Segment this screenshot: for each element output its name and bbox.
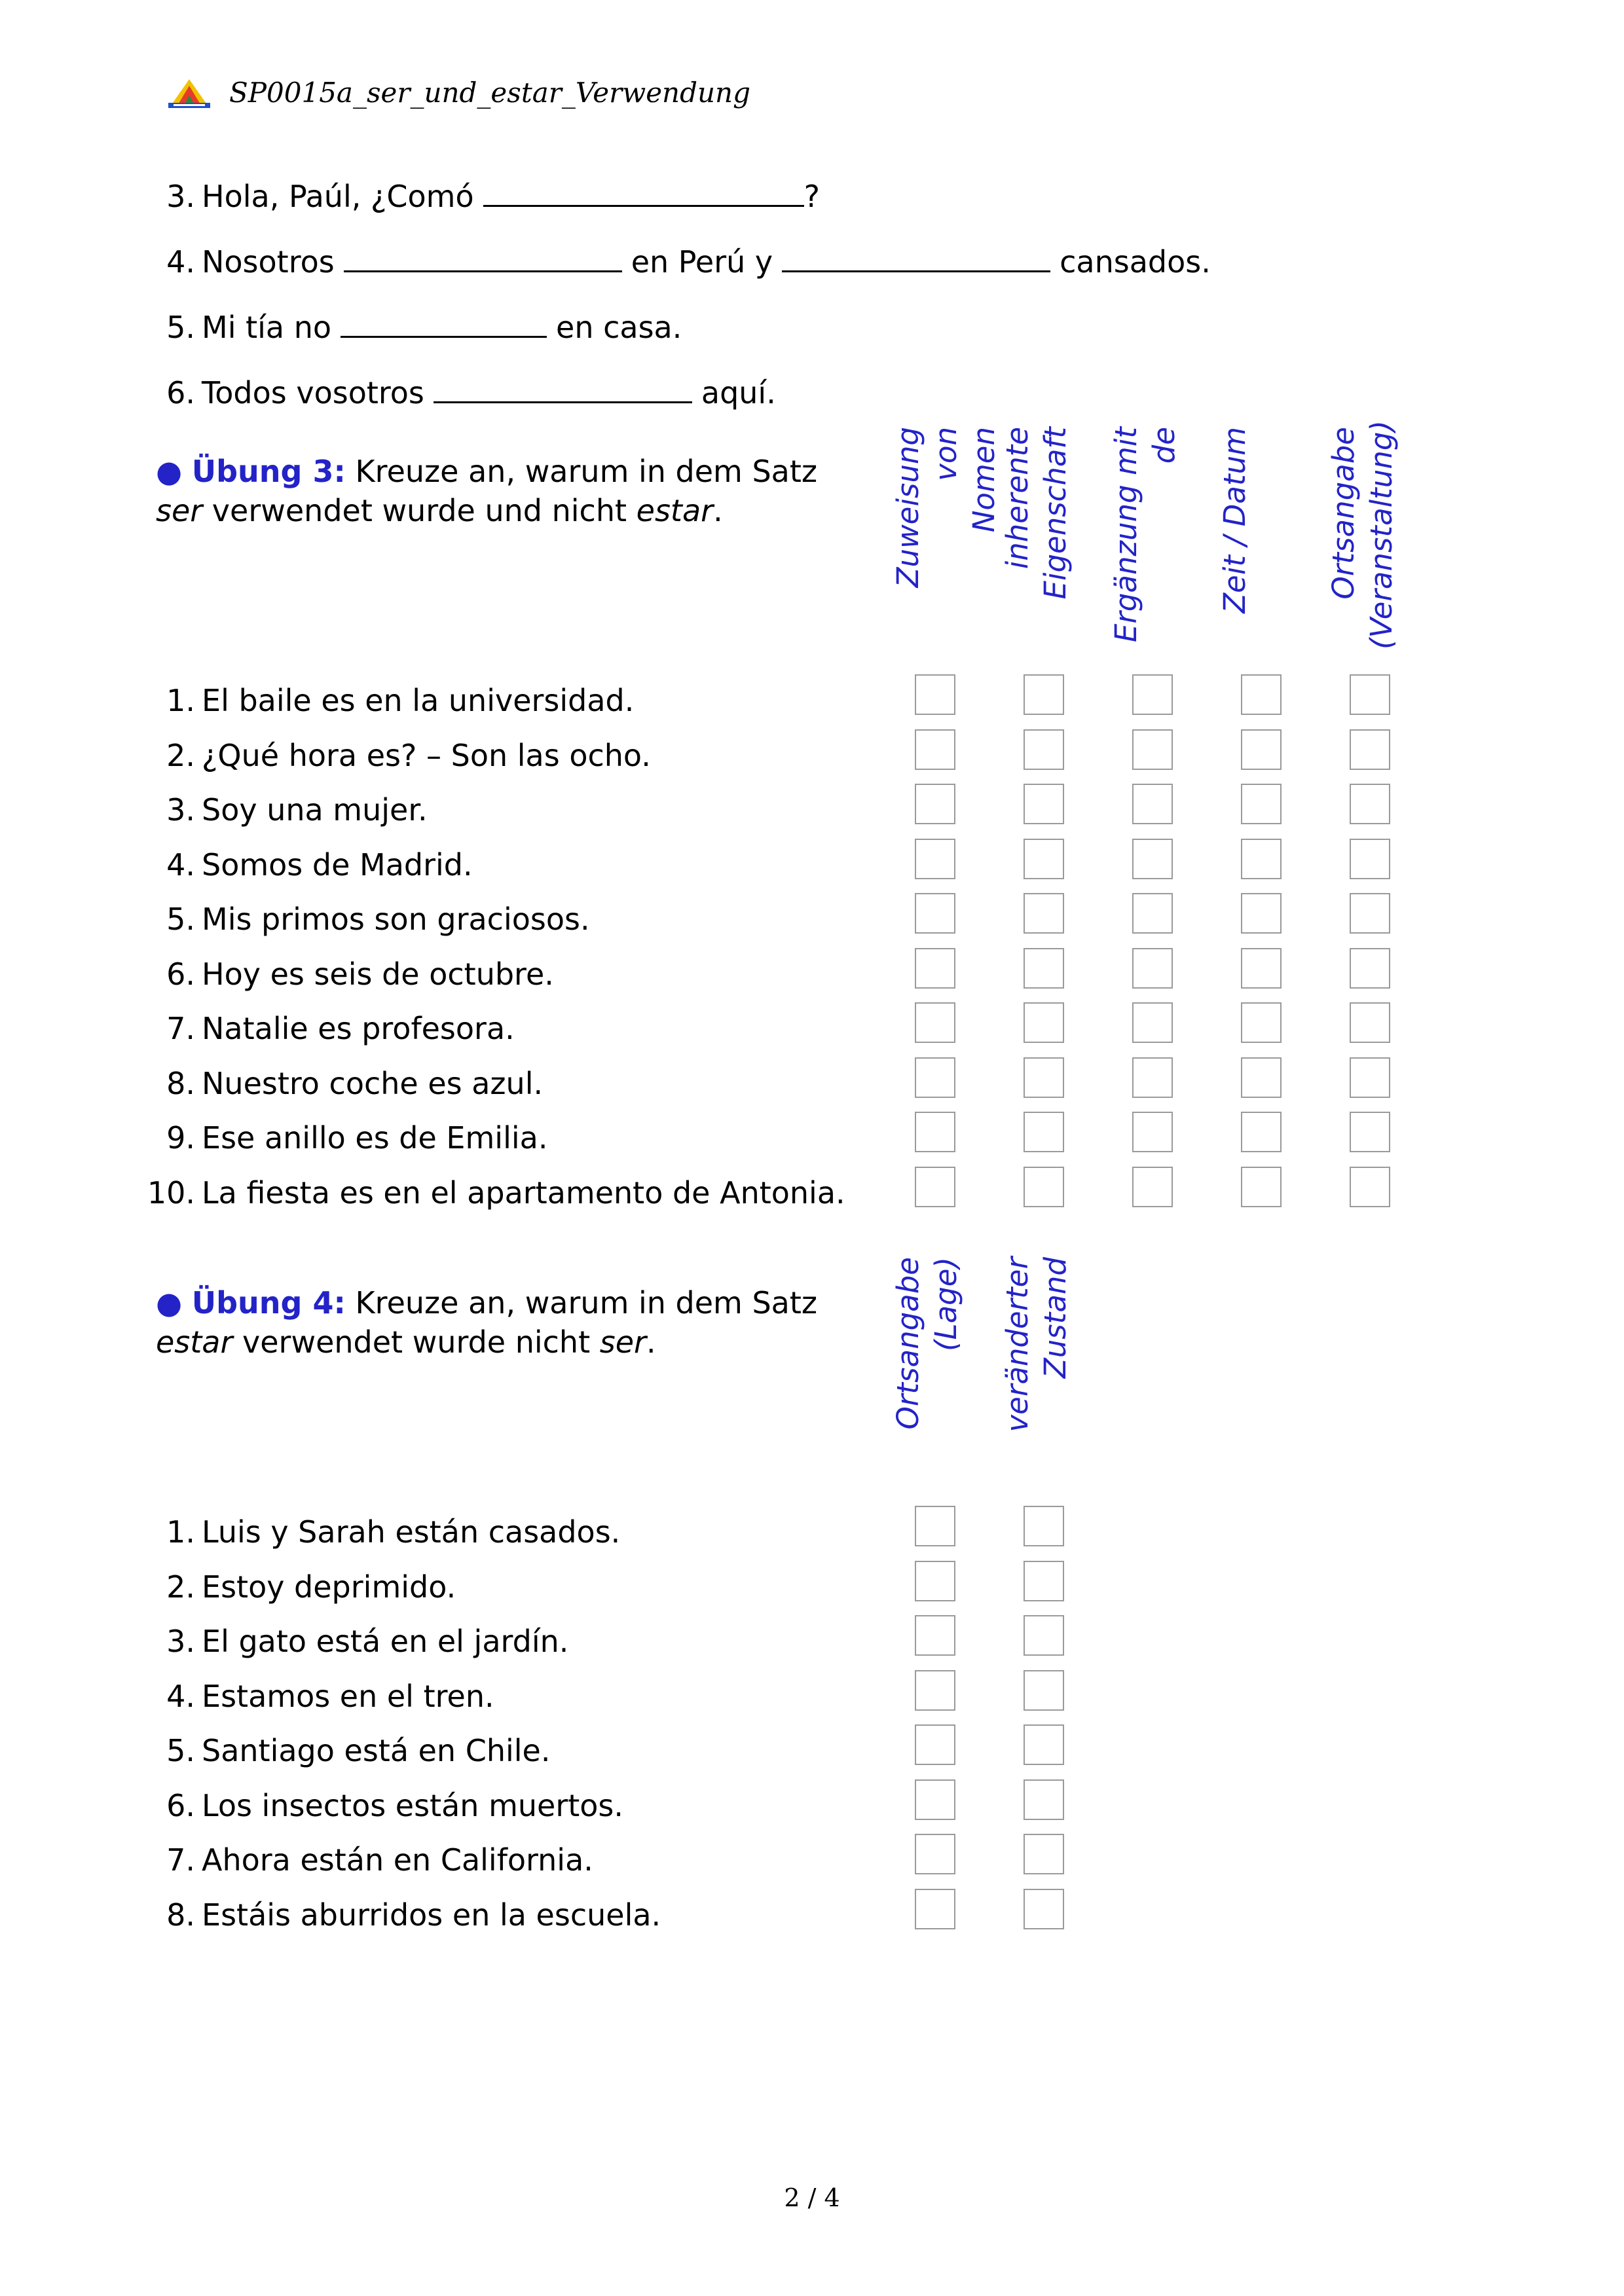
column-header-zeit [1216, 427, 1321, 649]
exercise-item [0, 1509, 917, 1555]
checkbox[interactable] [1350, 1057, 1390, 1098]
item-number: 5. [166, 902, 195, 937]
checkbox[interactable] [915, 1112, 955, 1152]
exercise-item [0, 678, 917, 723]
column-header-line: Zustand [1038, 1257, 1073, 1379]
checkbox[interactable] [1024, 674, 1064, 715]
exercise-item [0, 1892, 917, 1938]
exercise-item [0, 1061, 917, 1106]
item-number: 1. [166, 1514, 195, 1550]
item-text: Estamos en el tren. [202, 1678, 494, 1714]
checkbox[interactable] [1132, 1167, 1173, 1207]
checkbox[interactable] [1241, 784, 1282, 824]
item-text: Santiago está en Chile. [202, 1733, 551, 1768]
checkbox[interactable] [1241, 729, 1282, 770]
bullet-icon: ● [156, 454, 183, 489]
item-number: 3. [166, 179, 195, 214]
checkbox[interactable] [1024, 1615, 1064, 1656]
exercise-label: Übung 4: [191, 1285, 346, 1321]
item-text: Ahora están en California. [202, 1842, 593, 1878]
exercise-item [0, 1837, 917, 1883]
checkbox[interactable] [915, 1167, 955, 1207]
item-text: Natalie es profesora. [202, 1011, 515, 1046]
checkbox[interactable] [915, 1834, 955, 1874]
item-number: 2. [166, 737, 195, 773]
item-number: 6. [166, 375, 195, 410]
instruction-text: verwendet wurde und nicht [202, 493, 637, 528]
checkbox[interactable] [1024, 784, 1064, 824]
item-text: aquí. [701, 375, 776, 410]
item-number: 7. [166, 1011, 195, 1046]
checkbox[interactable] [1132, 839, 1173, 879]
exercise-item [0, 1006, 917, 1051]
checkbox[interactable] [1350, 839, 1390, 879]
item-number: 3. [166, 1624, 195, 1659]
exercise-item [0, 842, 917, 888]
column-header-line: Zuweisung von [891, 427, 963, 588]
checkbox[interactable] [1024, 1724, 1064, 1765]
verb-emphasis: ser [156, 493, 203, 528]
instruction-text: . [713, 493, 723, 528]
checkbox[interactable] [915, 839, 955, 879]
item-text: Somos de Madrid. [202, 847, 473, 883]
checkbox[interactable] [1132, 784, 1173, 824]
exercise-item [0, 1783, 917, 1829]
exercise-4-instructions [156, 1283, 889, 1362]
fill-item-4 [0, 239, 1624, 285]
column-header-line: Ergänzung mit [1109, 427, 1143, 643]
item-text: Nuestro coche es azul. [202, 1065, 544, 1101]
item-text: Ese anillo es de Emilia. [202, 1120, 548, 1156]
item-text: La fiesta es en el apartamento de Antonia. [202, 1175, 845, 1211]
exercise-item [0, 1170, 917, 1216]
checkbox[interactable] [1024, 1057, 1064, 1098]
answer-blank[interactable] [341, 306, 547, 338]
item-number: 2. [166, 1569, 195, 1605]
item-text: en Perú y [631, 244, 773, 280]
fill-item-3 [0, 173, 1624, 219]
checkbox[interactable] [1350, 1002, 1390, 1043]
item-text: Hola, Paúl, ¿Comó [202, 179, 474, 214]
item-number: 6. [166, 956, 195, 992]
exercise-3-instructions [156, 452, 889, 530]
item-text: Mis primos son graciosos. [202, 902, 590, 937]
checkbox[interactable] [915, 1670, 955, 1711]
item-text: ? [803, 179, 821, 214]
item-number: 8. [166, 1065, 195, 1101]
item-number: 9. [166, 1120, 195, 1156]
checkbox[interactable] [1241, 893, 1282, 934]
column-header-zustand [999, 1257, 1103, 1480]
column-header-eigenschaft [999, 427, 1103, 649]
verb-emphasis: estar [636, 493, 714, 528]
item-number: 4. [166, 1678, 195, 1714]
checkbox[interactable] [1241, 839, 1282, 879]
checkbox[interactable] [1024, 893, 1064, 934]
item-text: Soy una mujer. [202, 792, 428, 828]
checkbox[interactable] [915, 1615, 955, 1656]
item-text: El gato está en el jardín. [202, 1624, 569, 1659]
item-number: 1. [166, 683, 195, 718]
column-header-line: inherente [1000, 427, 1035, 570]
column-header-ergaenzung [1107, 427, 1212, 649]
item-number: 7. [166, 1842, 195, 1878]
checkbox[interactable] [1024, 948, 1064, 989]
checkbox[interactable] [1024, 1834, 1064, 1874]
checkbox[interactable] [1024, 1002, 1064, 1043]
column-header-line: de [1147, 427, 1181, 464]
item-text: Estáis aburridos en la escuela. [202, 1897, 661, 1933]
checkbox[interactable] [1132, 1112, 1173, 1152]
exercise-label: Übung 3: [191, 454, 346, 489]
column-header-line: Nomen [967, 427, 1001, 533]
exercise-item [0, 1564, 917, 1610]
page-number: 2 / 4 [784, 2183, 840, 2212]
checkbox[interactable] [915, 1057, 955, 1098]
bullet-icon: ● [156, 1285, 183, 1321]
item-text: Nosotros [202, 244, 335, 280]
exercise-item [0, 951, 917, 997]
item-number: 5. [166, 1733, 195, 1768]
column-header-line: Ortsangabe [891, 1257, 925, 1430]
checkbox[interactable] [1350, 784, 1390, 824]
item-text: Mi tía no [202, 310, 332, 345]
item-number: 8. [166, 1897, 195, 1933]
column-header-line: veränderter [1000, 1257, 1035, 1432]
checkbox[interactable] [1241, 948, 1282, 989]
checkbox[interactable] [1024, 839, 1064, 879]
checkbox[interactable] [1241, 674, 1282, 715]
item-number: 3. [166, 792, 195, 828]
checkbox[interactable] [1132, 674, 1173, 715]
checkbox[interactable] [1132, 948, 1173, 989]
instruction-text: Kreuze an, warum in dem Satz [345, 454, 818, 489]
answer-blank[interactable] [344, 240, 622, 272]
answer-blank[interactable] [483, 175, 804, 207]
checkbox[interactable] [915, 1779, 955, 1820]
checkbox[interactable] [1350, 729, 1390, 770]
item-text: ¿Qué hora es? – Son las ocho. [202, 737, 651, 773]
item-number: 4. [166, 847, 195, 883]
checkbox[interactable] [1350, 893, 1390, 934]
item-number: 4. [166, 244, 195, 280]
checkbox[interactable] [1241, 1112, 1282, 1152]
column-header-line: Ortsangabe [1326, 427, 1361, 600]
checkbox[interactable] [1024, 1167, 1064, 1207]
item-text: en casa. [556, 310, 682, 345]
checkbox[interactable] [1132, 729, 1173, 770]
checkbox[interactable] [915, 1002, 955, 1043]
fill-item-5 [0, 304, 1624, 350]
checkbox[interactable] [1350, 674, 1390, 715]
checkbox[interactable] [1350, 1167, 1390, 1207]
checkbox[interactable] [915, 729, 955, 770]
checkbox[interactable] [915, 1506, 955, 1546]
checkbox[interactable] [1024, 1670, 1064, 1711]
checkbox[interactable] [1024, 1506, 1064, 1546]
item-number: 10. [147, 1175, 195, 1211]
column-header-lage [889, 1257, 994, 1480]
item-text: cansados. [1060, 244, 1211, 280]
exercise-item [0, 787, 917, 833]
item-number: 5. [166, 310, 195, 345]
checkbox[interactable] [915, 674, 955, 715]
column-header-line: (Veranstaltung) [1364, 420, 1399, 649]
instruction-text: verwendet wurde nicht [232, 1324, 600, 1360]
checkbox[interactable] [1132, 1002, 1173, 1043]
item-text: Luis y Sarah están casados. [202, 1514, 621, 1550]
item-text: Los insectos están muertos. [202, 1787, 624, 1823]
checkbox[interactable] [1024, 1112, 1064, 1152]
checkbox[interactable] [915, 784, 955, 824]
column-header-ortsangabe [1325, 420, 1430, 649]
exercise-item [0, 1673, 917, 1719]
column-header-line: (Lage) [929, 1257, 963, 1352]
item-number: 6. [166, 1787, 195, 1823]
checkbox[interactable] [1132, 893, 1173, 934]
answer-blank[interactable] [434, 371, 692, 403]
column-header-line: Zeit / Datum [1217, 427, 1252, 613]
checkbox[interactable] [915, 1724, 955, 1765]
exercise-item [0, 1115, 917, 1161]
fill-item-6 [0, 370, 1624, 416]
checkbox[interactable] [1241, 1167, 1282, 1207]
checkbox[interactable] [1132, 1057, 1173, 1098]
checkbox[interactable] [1024, 1889, 1064, 1929]
instruction-text: . [646, 1324, 656, 1360]
verb-emphasis: estar [156, 1324, 233, 1360]
school-logo-icon [167, 77, 212, 109]
checkbox[interactable] [1241, 1057, 1282, 1098]
document-title: SP0015a_ser_und_estar_Verwendung [229, 77, 750, 109]
column-header-zuweisung [889, 427, 1001, 649]
answer-blank[interactable] [782, 240, 1050, 272]
item-text: Hoy es seis de octubre. [202, 956, 554, 992]
exercise-item [0, 896, 917, 942]
checkbox[interactable] [1241, 1002, 1282, 1043]
checkbox[interactable] [1024, 1779, 1064, 1820]
exercise-item [0, 1618, 917, 1664]
checkbox[interactable] [915, 1561, 955, 1601]
checkbox[interactable] [1024, 1561, 1064, 1601]
checkbox[interactable] [915, 1889, 955, 1929]
column-header-line: Eigenschaft [1038, 427, 1073, 600]
verb-emphasis: ser [599, 1324, 646, 1360]
checkbox[interactable] [915, 893, 955, 934]
item-text: Todos vosotros [202, 375, 424, 410]
item-text: El baile es en la universidad. [202, 683, 635, 718]
checkbox[interactable] [1024, 729, 1064, 770]
checkbox[interactable] [1350, 1112, 1390, 1152]
checkbox[interactable] [915, 948, 955, 989]
exercise-item [0, 1728, 917, 1774]
item-text: Estoy deprimido. [202, 1569, 456, 1605]
instruction-text: Kreuze an, warum in dem Satz [345, 1285, 818, 1321]
checkbox[interactable] [1350, 948, 1390, 989]
exercise-item [0, 733, 917, 778]
